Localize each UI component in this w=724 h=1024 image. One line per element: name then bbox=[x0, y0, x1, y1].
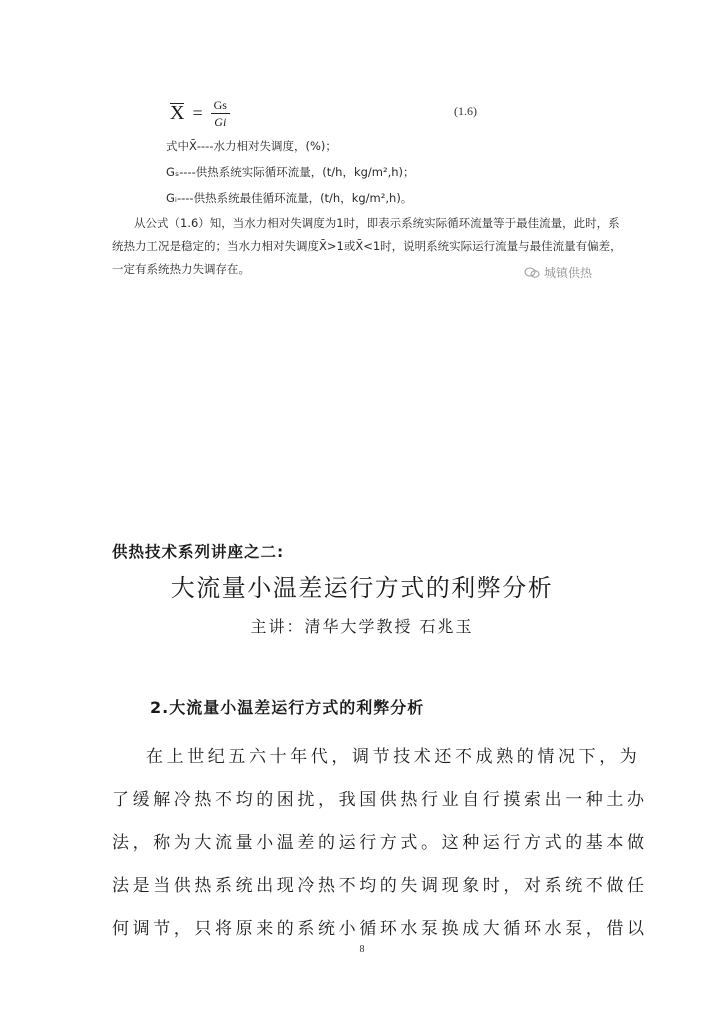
watermark bbox=[524, 264, 592, 281]
definition-gi: Gᵢ----供热系统最佳循环流量，(t/h，kg/m²,h)。 bbox=[166, 191, 413, 205]
formula-lhs: X bbox=[170, 101, 185, 124]
formula-fraction bbox=[211, 98, 230, 129]
body-line: 了缓解冷热不均的困扰，我国供热行业自行摸索出一种土办 bbox=[112, 790, 648, 810]
definition-x: 式中X̄----水力相对失调度，(%)； bbox=[166, 139, 337, 153]
formula-1-6 bbox=[170, 96, 230, 130]
series-label: 供热技术系列讲座之二: bbox=[112, 543, 285, 561]
lecturer-line: 主讲：清华大学教授 石兆玉 bbox=[250, 617, 474, 636]
chat-bubble-icon bbox=[524, 267, 540, 279]
page-number: 8 bbox=[359, 944, 365, 955]
formula-equals: = bbox=[192, 102, 203, 123]
equation-number: (1.6) bbox=[454, 104, 477, 118]
body-line: 法，称为大流量小温差的运行方式。这种运行方式的基本做 bbox=[112, 833, 648, 853]
excerpt-paragraph: 从公式（1.6）知，当水力相对失调度为1时，即表示系统实际循环流量等于最佳流量，此时，系统热力工况是稳定的；当水力相对失调度X̄>1或X̄<1时，说明系统实际运行流量与最佳流量有偏差，一定有系统热力失调存在。 bbox=[112, 216, 622, 276]
body-line: 法是当供热系统出现冷热不均的失调现象时，对系统不做任 bbox=[112, 876, 648, 896]
formula-denominator: Gi bbox=[214, 114, 227, 129]
section-heading: 2.大流量小温差运行方式的利弊分析 bbox=[150, 698, 425, 717]
watermark-label: 城镇供热 bbox=[544, 266, 593, 280]
definition-gs: Gₛ----供热系统实际循环流量，(t/h，kg/m²,h)； bbox=[166, 165, 415, 179]
body-line: 在上世纪五六十年代，调节技术还不成熟的情况下，为 bbox=[146, 747, 641, 767]
formula-numerator: Gs bbox=[211, 98, 230, 114]
body-line: 何调节，只将原来的系统小循环水泵换成大循环水泵，借以 bbox=[112, 919, 648, 939]
page-title: 大流量小温差运行方式的利弊分析 bbox=[170, 574, 554, 602]
